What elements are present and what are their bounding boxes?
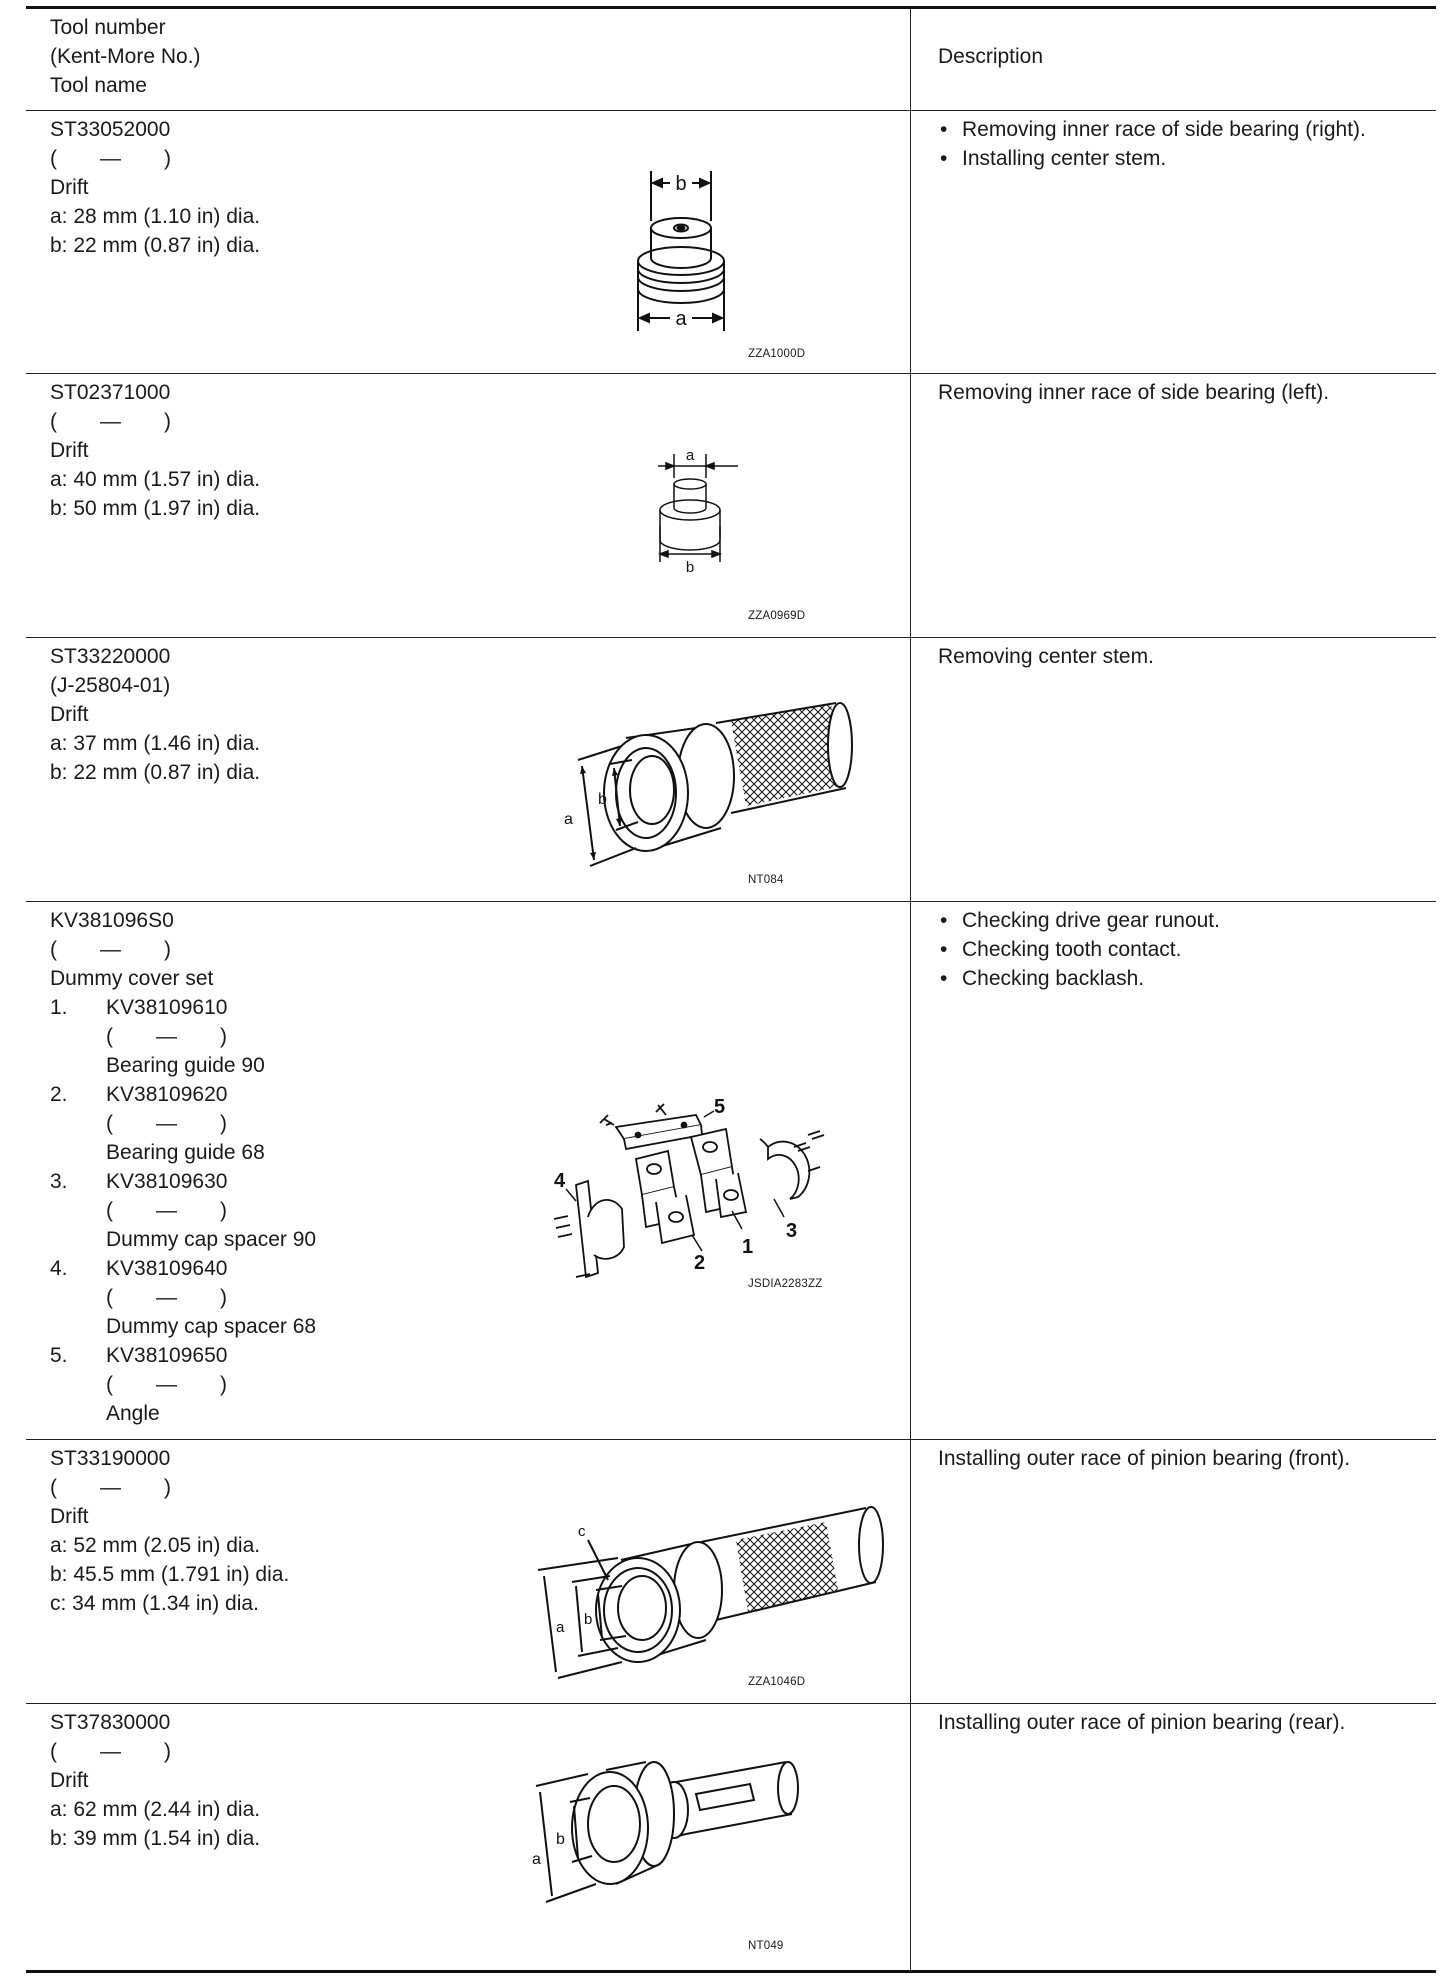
- special-service-tools-table: [26, 6, 1436, 1973]
- svg-text:b: b: [685, 559, 695, 576]
- tool-spec: b: 39 mm (1.54 in) dia.: [50, 1827, 261, 1850]
- tool-spec: a: 28 mm (1.10 in) dia.: [50, 205, 261, 228]
- table-row: [26, 1704, 1436, 1970]
- kent-more-number: (J-25804-01): [50, 674, 171, 697]
- table-row: [26, 1440, 1436, 1704]
- header-tool-number: Tool number: [50, 16, 166, 39]
- tool-spec: b: 22 mm (0.87 in) dia.: [50, 234, 261, 257]
- tool-number: ST33190000: [50, 1447, 171, 1470]
- tool-number: KV381096S0: [50, 909, 174, 932]
- header-kent-more: (Kent-More No.): [50, 45, 201, 68]
- figure-code: ZZA1046D: [748, 1676, 806, 1688]
- tool-name: Dummy cover set: [50, 967, 214, 990]
- kent-more-number: ( — ): [50, 410, 171, 433]
- tool-spec: b: 45.5 mm (1.791 in) dia.: [50, 1563, 290, 1586]
- drift-illustration: [616, 161, 766, 341]
- dummy-cover-set-illustration: [546, 1077, 886, 1297]
- tool-info: [50, 115, 260, 260]
- tool-info: [50, 1444, 289, 1618]
- svg-text:1: 1: [742, 1236, 754, 1258]
- tool-name: Drift: [50, 439, 89, 462]
- tool-info: [50, 378, 260, 523]
- tool-spec: a: 62 mm (2.44 in) dia.: [50, 1798, 261, 1821]
- tool-spec: a: 40 mm (1.57 in) dia.: [50, 468, 261, 491]
- tool-name: Drift: [50, 1505, 89, 1528]
- figure-code: ZZA0969D: [748, 610, 806, 622]
- header-tool-name: Tool name: [50, 74, 147, 97]
- list-item: 1. KV38109610: [50, 996, 228, 1019]
- description: Installing outer race of pinion bearing (front).: [938, 1447, 1351, 1470]
- description: • Checking drive gear runout. • Checking tooth contact. • Checking backlash.: [938, 906, 1428, 993]
- figure-code: ZZA1000D: [748, 348, 806, 360]
- list-item: 3. KV38109630: [50, 1170, 228, 1193]
- svg-text:a: a: [685, 447, 695, 464]
- tool-number: ST02371000: [50, 381, 171, 404]
- svg-text:a: a: [556, 1619, 565, 1636]
- svg-text:4: 4: [554, 1170, 566, 1192]
- list-item: 4. KV38109640: [50, 1257, 228, 1280]
- kent-more-number: ( — ): [50, 938, 171, 961]
- svg-text:c: c: [578, 1523, 586, 1540]
- tool-spec: c: 34 mm (1.34 in) dia.: [50, 1592, 259, 1615]
- drift-illustration: [526, 1500, 896, 1680]
- table-row: [26, 374, 1436, 638]
- svg-text:b: b: [598, 791, 607, 808]
- svg-text:b: b: [675, 173, 687, 195]
- tool-spec: a: 52 mm (2.05 in) dia.: [50, 1534, 261, 1557]
- kent-more-number: ( — ): [50, 1476, 171, 1499]
- tool-info: [50, 642, 260, 787]
- drift-illustration: [526, 1734, 806, 1914]
- drift-illustration: [646, 444, 756, 584]
- svg-text:3: 3: [786, 1220, 798, 1242]
- figure-code: NT084: [748, 874, 784, 886]
- tool-number: ST33052000: [50, 118, 171, 141]
- header-description: Description: [938, 45, 1044, 68]
- svg-text:b: b: [556, 1831, 565, 1848]
- table-row: [26, 111, 1436, 374]
- tool-name: Drift: [50, 703, 89, 726]
- header-tool-column: [50, 13, 201, 100]
- tool-spec: b: 22 mm (0.87 in) dia.: [50, 761, 261, 784]
- tool-name: Drift: [50, 1769, 89, 1792]
- tool-info: KV381096S0 ( — ) Dummy cover set 1. KV38109610 ( — ) Bearing guide 90 2. KV38109620 ( — ) Bearing guide 68 3. KV38109630 ( — ) Dummy cap spacer 90 4. KV38109640 ( — ) Dummy cap spacer 68 5. KV38109650 ( — ) Angle: [50, 906, 316, 1428]
- kent-more-number: ( — ): [50, 147, 171, 170]
- description: Removing inner race of side bearing (left).: [938, 381, 1330, 404]
- tool-name: Drift: [50, 176, 89, 199]
- kent-more-number: ( — ): [50, 1740, 171, 1763]
- table-row: [26, 902, 1436, 1440]
- figure-code: NT049: [748, 1940, 784, 1952]
- svg-text:a: a: [675, 308, 687, 330]
- figure-code: JSDIA2283ZZ: [748, 1278, 823, 1290]
- tool-number: ST33220000: [50, 645, 171, 668]
- svg-text:b: b: [584, 1611, 593, 1628]
- svg-text:5: 5: [714, 1096, 726, 1118]
- tool-spec: a: 37 mm (1.46 in) dia.: [50, 732, 261, 755]
- svg-text:a: a: [564, 811, 573, 828]
- svg-text:2: 2: [694, 1252, 706, 1274]
- drift-illustration: [546, 688, 866, 878]
- description: • Removing inner race of side bearing (right). • Installing center stem.: [938, 115, 1428, 173]
- description: Removing center stem.: [938, 645, 1154, 668]
- list-item: 5. KV38109650: [50, 1344, 228, 1367]
- svg-text:a: a: [532, 1851, 541, 1868]
- list-item: 2. KV38109620: [50, 1083, 228, 1106]
- tool-number: ST37830000: [50, 1711, 171, 1734]
- tool-spec: b: 50 mm (1.97 in) dia.: [50, 497, 261, 520]
- table-header-row: [26, 9, 1436, 111]
- description: Installing outer race of pinion bearing (rear).: [938, 1711, 1346, 1734]
- tool-info: [50, 1708, 260, 1853]
- table-row: [26, 638, 1436, 902]
